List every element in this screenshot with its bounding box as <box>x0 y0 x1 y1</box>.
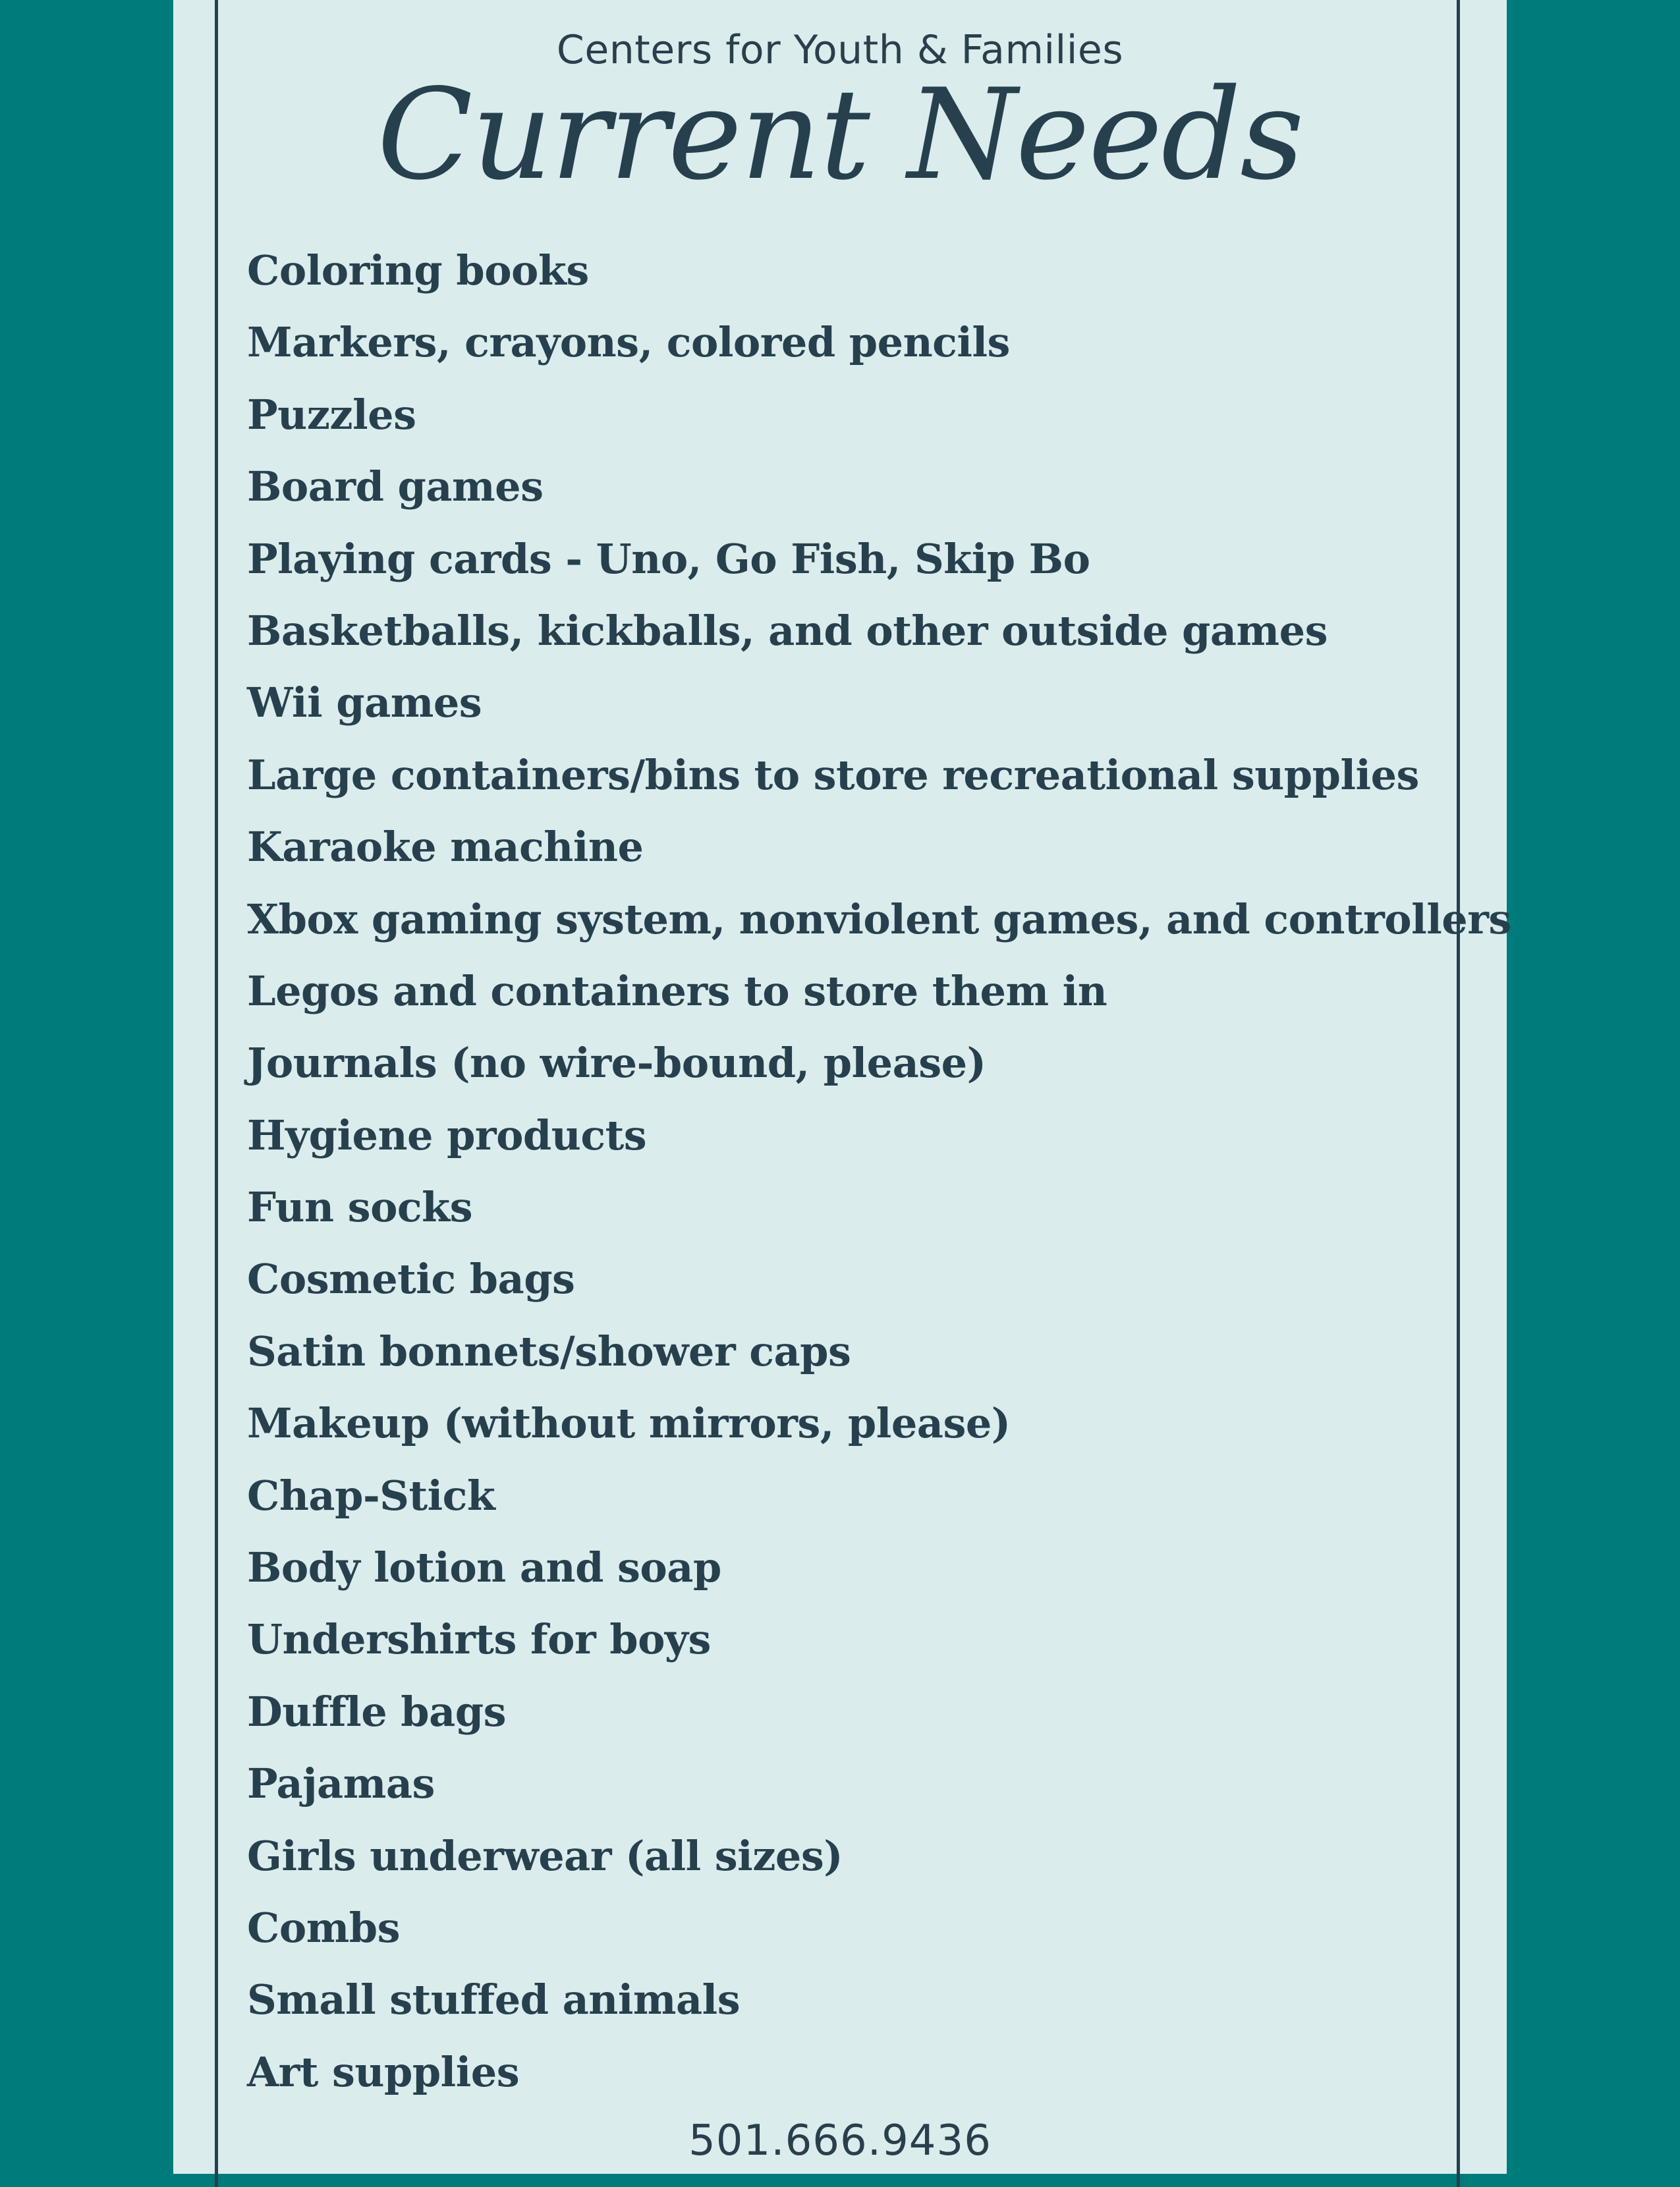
list-item: Large containers/bins to store recreational supplies <box>247 750 1419 799</box>
list-item: Combs <box>247 1903 401 1952</box>
list-item: Xbox gaming system, nonviolent games, and controllers <box>247 895 1511 943</box>
list-item: Puzzles <box>247 390 416 439</box>
list-item: Makeup (without mirrors, please) <box>247 1399 1011 1448</box>
list-item: Fun socks <box>247 1183 473 1232</box>
list-item: Pajamas <box>247 1759 435 1808</box>
list-item: Art supplies <box>247 2047 520 2096</box>
list-item: Karaoke machine <box>247 823 644 872</box>
list-item: Chap-Stick <box>247 1471 495 1520</box>
needs-list <box>247 235 1511 2108</box>
list-item: Playing cards - Uno, Go Fish, Skip Bo <box>247 534 1090 583</box>
page-title: Current Needs <box>377 62 1303 208</box>
list-item: Body lotion and soap <box>247 1543 721 1592</box>
list-item: Undershirts for boys <box>247 1615 711 1664</box>
list-item: Wii games <box>247 678 482 727</box>
list-item: Markers, crayons, colored pencils <box>247 318 1010 367</box>
organization-name: Centers for Youth & Families <box>556 27 1124 73</box>
list-item: Cosmetic bags <box>247 1255 575 1304</box>
list-item: Board games <box>247 462 544 511</box>
list-item: Hygiene products <box>247 1111 647 1159</box>
list-item: Duffle bags <box>247 1687 507 1736</box>
list-item: Basketballs, kickballs, and other outside games <box>247 606 1328 655</box>
list-item: Small stuffed animals <box>247 1976 741 2024</box>
phone-number: 501.666.9436 <box>688 2117 992 2165</box>
list-item: Journals (no wire-bound, please) <box>247 1039 986 1088</box>
list-item: Legos and containers to store them in <box>247 966 1107 1015</box>
list-item: Satin bonnets/shower caps <box>247 1327 851 1375</box>
list-item: Coloring books <box>247 246 589 294</box>
list-item: Girls underwear (all sizes) <box>247 1831 843 1880</box>
